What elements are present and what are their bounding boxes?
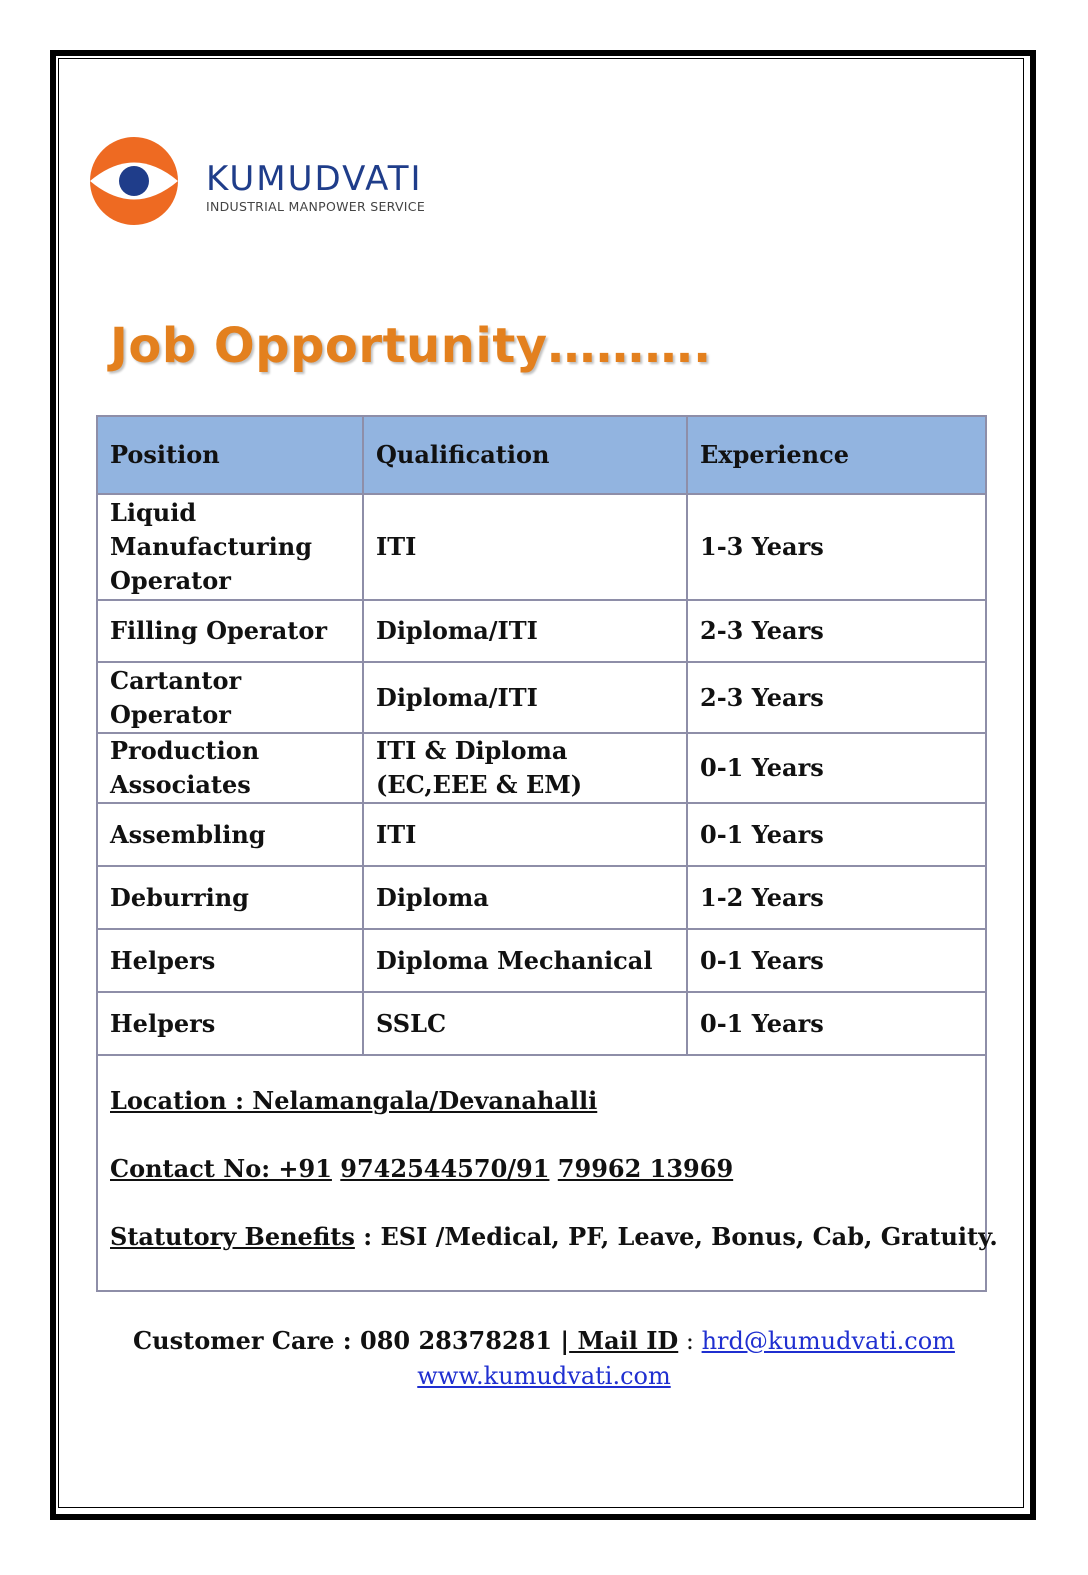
cell-position-line: Filling Operator [110,616,327,645]
cell-qualification-line: Diploma/ITI [376,682,538,712]
cell-position [97,494,363,600]
cell-position-line: Cartantor [110,665,242,695]
cell-experience: 0-1 Years [687,929,986,992]
cell-qualification-line: Diploma Mechanical [376,945,653,975]
benefits-line [110,1222,998,1251]
cell-qualification-line: ITI [376,532,417,561]
cell-position [97,866,363,929]
cell-position [97,662,363,733]
header-qualification: Qualification [363,416,687,494]
cell-qualification [363,992,687,1055]
brand-name: KUMUDVATI [206,159,423,199]
table-row [97,600,986,662]
footer-website-line [0,1362,1088,1390]
cell-position [97,929,363,992]
table-row [97,733,986,803]
mail-id-label: Mail ID [569,1326,679,1355]
customer-care-value: : 080 28378281 | [334,1326,570,1355]
cell-position [97,992,363,1055]
footer-contact-line [0,1326,1088,1355]
table-header-row [97,416,986,494]
cell-position-line: Manufacturing [110,532,313,561]
cell-position-line: Liquid [110,498,197,527]
cell-experience: 0-1 Years [687,733,986,803]
table-row [97,662,986,733]
customer-care-label: Customer Care [133,1326,335,1355]
email-link[interactable]: hrd@kumudvati.com [701,1327,955,1355]
header-position: Position [97,416,363,494]
cell-position [97,600,363,662]
brand-tagline: INDUSTRIAL MANPOWER SERVICE [206,199,426,214]
job-table [96,415,987,1056]
cell-position-line: Helpers [110,945,216,975]
cell-qualification-line: SSLC [376,1008,447,1038]
page-title: Job Opportunity………. [110,318,712,374]
cell-experience: 0-1 Years [687,803,986,866]
cell-experience: 1-3 Years [687,494,986,600]
cell-qualification [363,600,687,662]
contact-number-1: 9742544570/91 [340,1154,550,1183]
contact-label: Contact No: +91 [110,1154,332,1183]
table-row [97,803,986,866]
cell-qualification [363,866,687,929]
cell-experience: 2-3 Years [687,662,986,733]
cell-experience: 2-3 Years [687,600,986,662]
cell-qualification [363,662,687,733]
cell-experience: 1-2 Years [687,866,986,929]
kumudvati-eye-logo [86,136,182,226]
cell-position-line: Deburring [110,882,249,912]
cell-qualification-line: Diploma [376,882,489,912]
header-experience: Experience [687,416,986,494]
cell-qualification-line: ITI [376,819,417,849]
contact-number-2: 79962 13969 [557,1154,734,1183]
table-row [97,929,986,992]
benefits-value: : ESI /Medical, PF, Leave, Bonus, Cab, Gratuity. [354,1222,998,1251]
contact-line [110,1154,733,1183]
cell-qualification-line: ITI & Diploma [376,736,568,765]
cell-position [97,803,363,866]
cell-position-line: Operator [110,699,231,729]
table-row [97,494,986,600]
cell-experience: 0-1 Years [687,992,986,1055]
website-link[interactable]: www.kumudvati.com [417,1362,671,1390]
mail-separator: : [678,1327,702,1355]
benefits-label: Statutory Benefits [110,1222,355,1251]
info-box [96,1050,998,1292]
cell-qualification [363,803,687,866]
cell-position-line: Assembling [110,819,266,849]
cell-position [97,733,363,803]
cell-qualification [363,494,687,600]
cell-qualification [363,929,687,992]
table-row [97,992,986,1055]
cell-position-line: Helpers [110,1008,216,1038]
location-text: Location : Nelamangala/Devanahalli [110,1086,598,1115]
cell-position-line: Operator [110,566,231,595]
table-row [97,866,986,929]
cell-qualification [363,733,687,803]
cell-position-line: Production [110,736,260,765]
cell-position-line: Associates [110,770,251,799]
cell-qualification-line: Diploma/ITI [376,616,538,645]
brand-block [206,160,425,214]
cell-qualification-line: (EC,EEE & EM) [376,770,583,799]
